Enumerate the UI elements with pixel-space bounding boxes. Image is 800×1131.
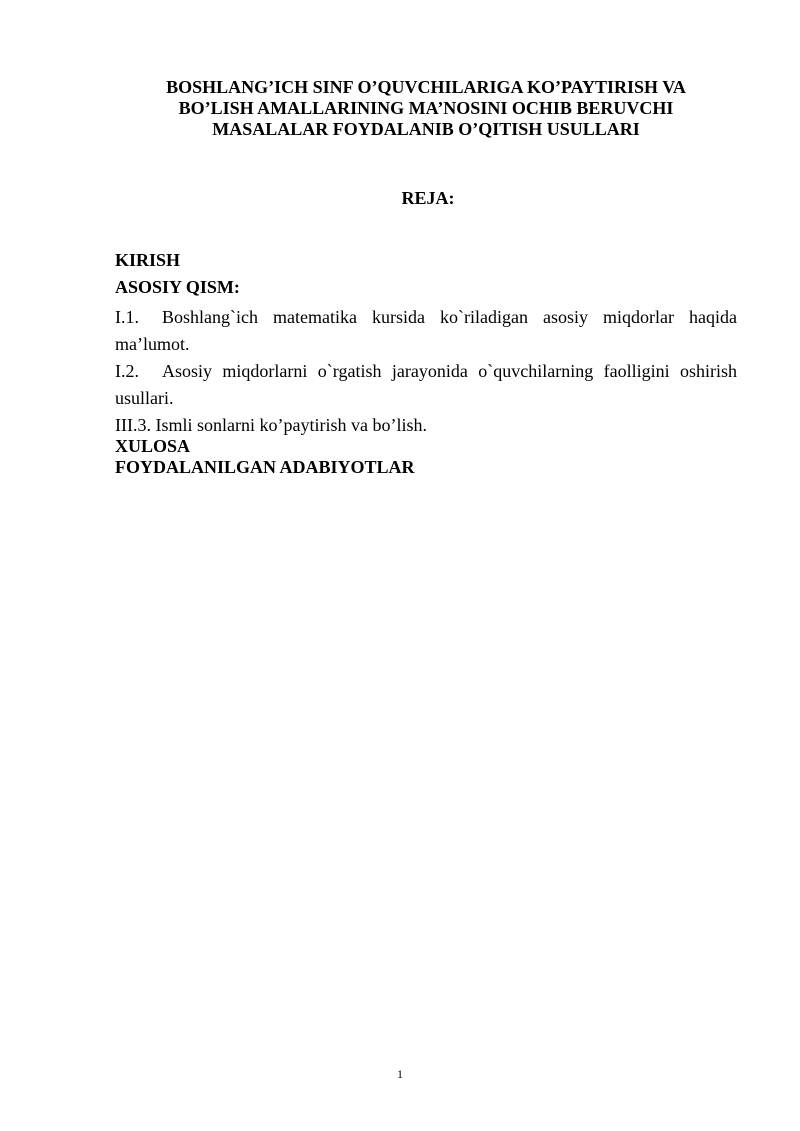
toc-item bbox=[115, 304, 737, 358]
toc-item bbox=[115, 415, 737, 436]
title-line: MASALALAR FOYDALANIB O’QITISH USULLARI bbox=[212, 119, 640, 139]
document-title bbox=[115, 77, 737, 140]
toc-item bbox=[115, 358, 737, 412]
page-number: 1 bbox=[397, 1067, 403, 1081]
title-line: BO’LISH AMALLARINING MA’NOSINI OCHIB BERUVCHI bbox=[178, 98, 674, 118]
toc-conclusion: XULOSA bbox=[115, 436, 191, 456]
title-line: BOSHLANG’ICH SINF O’QUVCHILARIGA KO’PAYTIRISH VA bbox=[166, 77, 686, 97]
table-of-contents bbox=[115, 250, 737, 478]
toc-item-number: I.2. bbox=[115, 361, 139, 381]
toc-item-text: Asosiy miqdorlarni o`rgatish jarayonida o`quvchilarning faolligini oshirish usullari. bbox=[115, 361, 737, 408]
toc-references: FOYDALANILGAN ADABIYOTLAR bbox=[115, 457, 415, 477]
toc-item-number: I.1. bbox=[115, 307, 139, 327]
toc-main-part: ASOSIY QISM: bbox=[115, 277, 240, 297]
toc-item-text: III.3. Ismli sonlarni ko’paytirish va bo’lish. bbox=[115, 415, 427, 435]
plan-heading: REJA: bbox=[401, 188, 455, 208]
toc-item-text: Boshlang`ich matematika kursida ko`riladigan asosiy miqdorlar haqida ma’lumot. bbox=[115, 307, 737, 354]
toc-intro: KIRISH bbox=[115, 250, 181, 270]
